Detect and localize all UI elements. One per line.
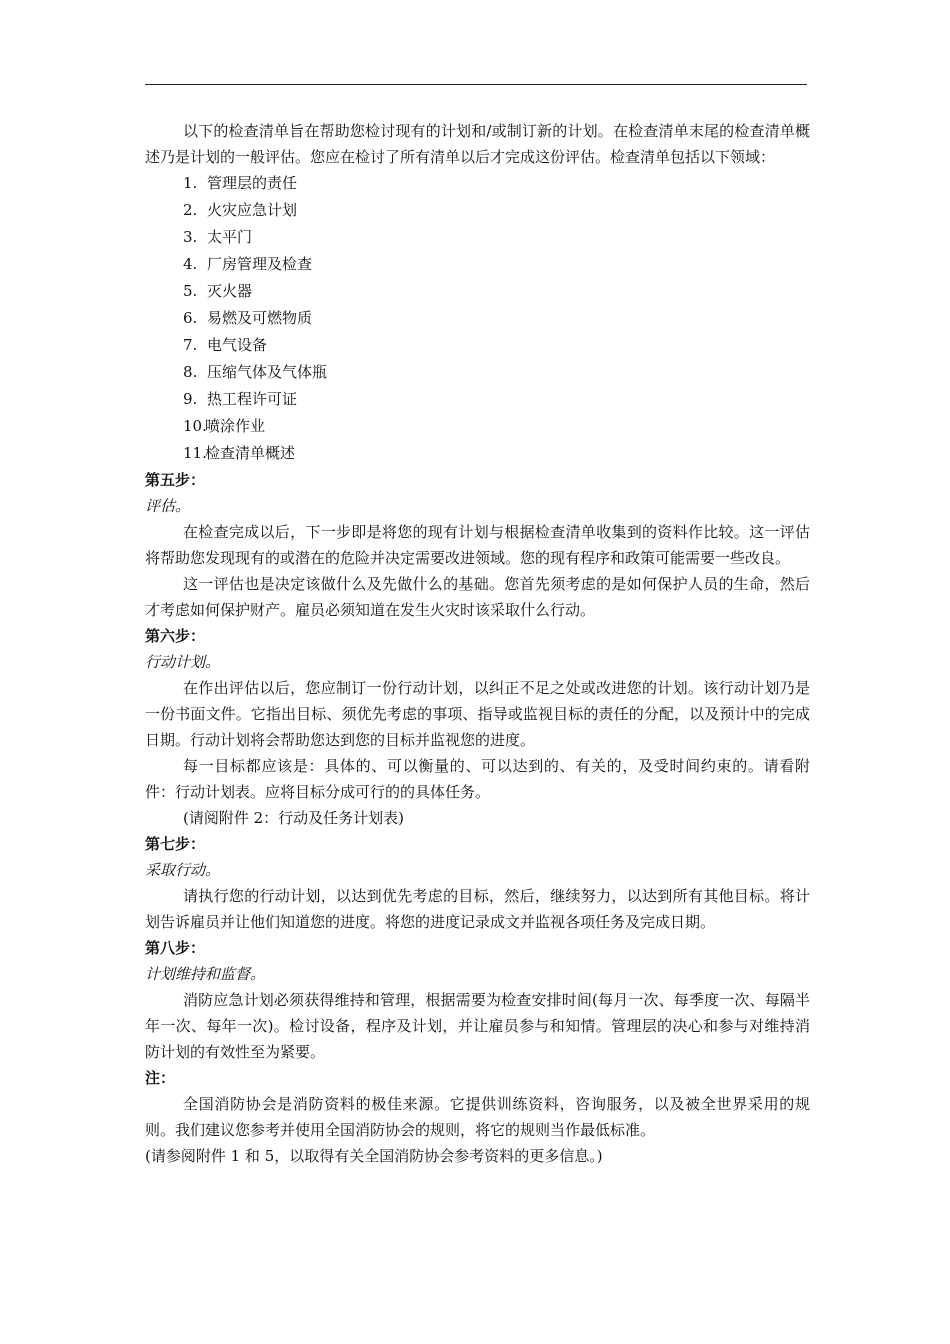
list-item: 2. 火灾应急计划 <box>183 201 298 219</box>
note-heading: 注： <box>145 1069 176 1087</box>
step6-paragraph: 在作出评估以后，您应制订一份行动计划，以纠正不足之处或改进您的计划。该行动计划乃是一份书面文件。它指出目标、须优先考虑的事项、指导或监视目标的责任的分配，以及预计中的完成日期。行动计划将会帮助您达到您的目标并监视您的进度。 <box>145 679 810 749</box>
list-item: 1. 管理层的责任 <box>183 174 298 192</box>
list-item: 4. 厂房管理及检查 <box>183 255 313 273</box>
note-reference: (请参阅附件 1 和 5，以取得有关全国消防协会参考资料的更多信息。) <box>145 1147 603 1165</box>
step5-heading: 第五步： <box>145 471 206 489</box>
list-item: 8. 压缩气体及气体瓶 <box>183 363 328 381</box>
step5-paragraph: 在检查完成以后，下一步即是将您的现有计划与根据检查清单收集到的资料作比较。这一评估将帮助您发现现有的或潜在的危险并决定需要改进领域。您的现有程序和政策可能需要一些改良。 <box>145 523 810 567</box>
step6-subtitle: 行动计划。 <box>145 653 221 671</box>
step7-heading: 第七步： <box>145 835 206 853</box>
list-item: 9. 热工程许可证 <box>183 390 298 408</box>
step6-heading: 第六步： <box>145 627 206 645</box>
list-item: 7. 电气设备 <box>183 336 268 354</box>
step5-paragraph: 这一评估也是决定该做什么及先做什么的基础。您首先须考虑的是如何保护人员的生命，然后才考虑如何保护财产。雇员必须知道在发生火灾时该采取什么行动。 <box>145 575 810 619</box>
list-item: 6. 易燃及可燃物质 <box>183 309 313 327</box>
checklist-areas <box>145 170 810 467</box>
step6-reference: (请阅附件 2：行动及任务计划表) <box>183 809 405 827</box>
list-item: 5. 灭火器 <box>183 282 253 300</box>
list-item: 3. 太平门 <box>183 228 253 246</box>
step7-paragraph: 请执行您的行动计划，以达到优先考虑的目标，然后，继续努力，以达到所有其他目标。将计划告诉雇员并让他们知道您的进度。将您的进度记录成文并监视各项任务及完成日期。 <box>145 887 810 931</box>
note-paragraph: 全国消防协会是消防资料的极佳来源。它提供训练资料，咨询服务，以及被全世界采用的规则。我们建议您参考并使用全国消防协会的规则，将它的规则当作最低标准。 <box>145 1095 810 1139</box>
step8-paragraph: 消防应急计划必须获得维持和管理，根据需要为检查安排时间(每月一次、每季度一次、每隔半年一次、每年一次)。检讨设备，程序及计划，并让雇员参与和知情。管理层的决心和参与对维持消防计划的有效性至为紧要。 <box>145 991 810 1061</box>
step5-subtitle: 评估。 <box>145 497 191 515</box>
list-item: 10. 喷涂作业 <box>183 417 266 435</box>
step8-heading: 第八步： <box>145 939 206 957</box>
intro-paragraph: 以下的检查清单旨在帮助您检讨现有的计划和/或制订新的计划。在检查清单末尾的检查清单概述乃是计划的一般评估。您应在检讨了所有清单以后才完成这份评估。检查清单包括以下领域： <box>145 122 810 166</box>
step6-paragraph: 每一目标都应该是：具体的、可以衡量的、可以达到的、有关的，及受时间约束的。请看附件：行动计划表。应将目标分成可行的的具体任务。 <box>145 757 810 801</box>
list-item: 11. 检查清单概述 <box>183 444 296 462</box>
header-rule <box>145 84 807 85</box>
step7-subtitle: 采取行动。 <box>145 861 221 879</box>
document-body <box>145 118 810 1169</box>
step8-subtitle: 计划维持和监督。 <box>145 965 266 983</box>
